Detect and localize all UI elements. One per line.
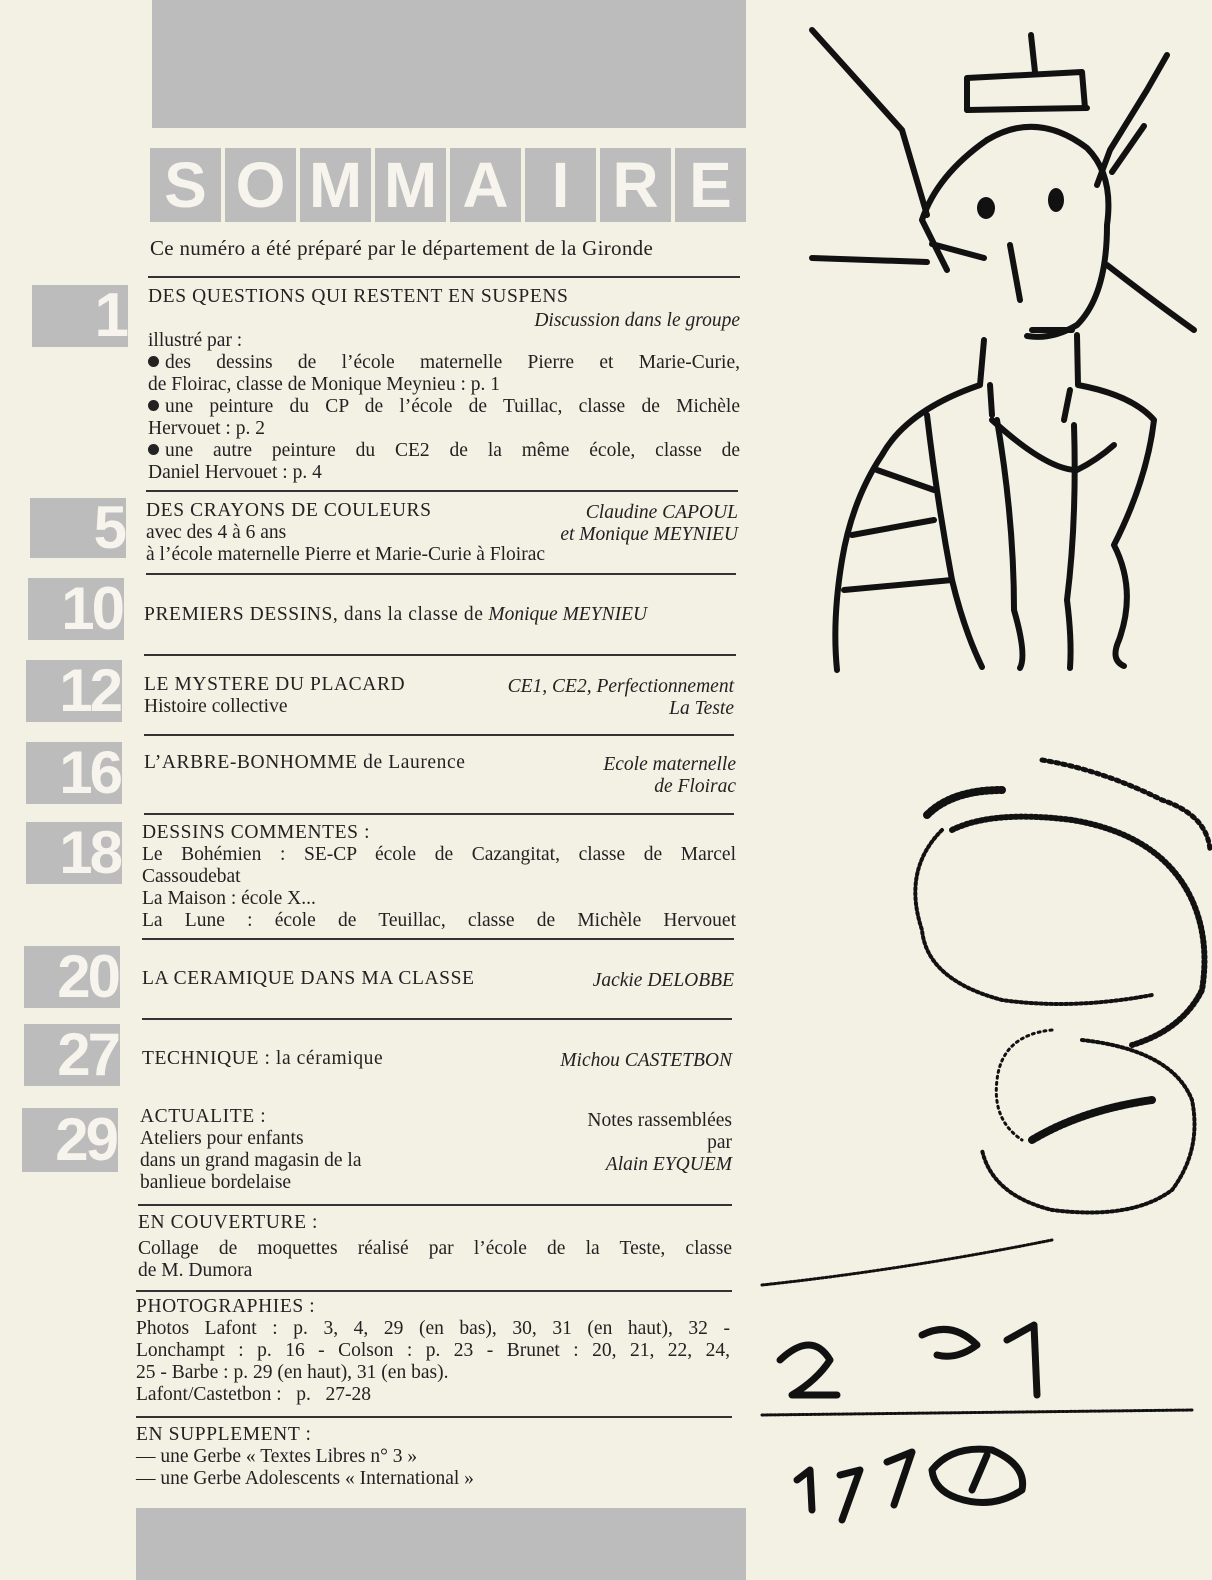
entry-author: La Teste [669, 698, 734, 719]
entry-heading: EN SUPPLEMENT : [136, 1424, 312, 1445]
toc-photographs [136, 1296, 732, 1410]
divider [136, 1290, 732, 1292]
divider [136, 1416, 732, 1418]
divider [142, 1018, 732, 1020]
title-letter: O [225, 148, 296, 222]
entry-text: banlieue bordelaise [140, 1172, 292, 1193]
entry-text: Lonchampt : p. 16 - Colson : p. 23 - Brunet : 20, 21, 22, 24, [136, 1340, 730, 1361]
entry-author: Michou CASTETBON [560, 1050, 732, 1071]
entry-heading: DESSINS COMMENTES : [142, 822, 371, 843]
bullet-icon [148, 444, 159, 455]
entry-text: une peinture du CP de l’école de Tuillac, classe de Michèle [148, 396, 740, 418]
title-letter: S [150, 148, 221, 222]
divider [146, 573, 736, 575]
page-number-badge: 20 [24, 946, 120, 1008]
figure-drawing-icon [812, 30, 1194, 670]
entry-author: de Floirac [654, 776, 736, 797]
entry-author: Monique MEYNIEU [488, 604, 648, 625]
toc-entry-16[interactable] [144, 752, 736, 800]
entry-author: Jackie DELOBBE [592, 970, 734, 991]
divider [144, 654, 736, 656]
entry-heading: DES QUESTIONS QUI RESTENT EN SUSPENS [148, 286, 569, 307]
toc-supplement[interactable] [136, 1424, 732, 1494]
entry-text: des dessins de l’école maternelle Pierre et Marie-Curie, [148, 352, 740, 374]
entry-heading: PHOTOGRAPHIES : [136, 1296, 316, 1317]
entry-text: Photos Lafont : p. 3, 4, 29 (en bas), 30, 31 (en haut), 32 - [136, 1318, 730, 1339]
entry-text: Hervouet : p. 2 [148, 418, 265, 439]
page-number-badge: 29 [22, 1108, 118, 1172]
entry-text: de M. Dumora [138, 1260, 253, 1281]
page-number-badge: 27 [24, 1024, 120, 1086]
title-letter: R [600, 148, 671, 222]
bullet-icon [148, 356, 159, 367]
entry-text: dans un grand magasin de la [140, 1150, 362, 1171]
entry-author: CE1, CE2, Perfectionnement [507, 676, 734, 697]
page-number-badge: 5 [30, 498, 126, 558]
title-letter: M [300, 148, 371, 222]
page-title [150, 148, 746, 222]
top-gray-band [152, 0, 746, 128]
entry-author: par [707, 1132, 732, 1153]
divider [148, 276, 740, 278]
entry-text: Cassoudebat [142, 866, 241, 887]
entry-text: 25 - Barbe : p. 29 (en haut), 31 (en bas). [136, 1362, 449, 1383]
entry-author: Notes rassemblées [587, 1110, 732, 1131]
page-number-badge: 12 [26, 660, 122, 722]
toc-entry-27[interactable] [142, 1048, 732, 1072]
subtitle: Ce numéro a été préparé par le département de la Gironde [150, 236, 654, 260]
toc-entry-1[interactable] [148, 286, 740, 486]
entry-text: Collage de moquettes réalisé par l’école de la Teste, classe [138, 1238, 732, 1259]
page-number-badge: 18 [26, 822, 122, 884]
eye-icon [977, 197, 995, 219]
toc-entry-18[interactable] [142, 822, 736, 934]
title-letter: I [525, 148, 596, 222]
entry-text: Lafont/Castetbon : p. 27-28 [136, 1384, 372, 1405]
entry-heading: LE MYSTERE DU PLACARD [144, 674, 406, 695]
entry-heading: DES CRAYONS DE COULEURS [146, 500, 432, 521]
divider [146, 490, 738, 492]
title-letter: A [450, 148, 521, 222]
entry-heading: TECHNIQUE : la céramique [142, 1048, 384, 1069]
entry-text: avec des 4 à 6 ans [146, 522, 287, 543]
entry-text: — une Gerbe « Textes Libres n° 3 » [136, 1446, 418, 1467]
toc-entry-12[interactable] [144, 674, 734, 720]
entry-author: Alain EYQUEM [605, 1154, 732, 1175]
entry-text: de Floirac, classe de Monique Meynieu : p. 1 [148, 374, 500, 395]
entry-author: Discussion dans le groupe [534, 310, 740, 331]
entry-text: Histoire collective [144, 696, 288, 717]
bottom-gray-band [136, 1508, 746, 1580]
entry-text: à l’école maternelle Pierre et Marie-Curie à Floirac [146, 544, 546, 565]
entry-heading: LA CERAMIQUE DANS MA CLASSE [142, 968, 475, 989]
entry-heading: ACTUALITE : [140, 1106, 267, 1127]
page-number-badge: 10 [28, 578, 124, 640]
bullet-icon [148, 400, 159, 411]
entry-text: La Maison : école X... [142, 888, 316, 909]
entry-text: une autre peinture du CE2 de la même école, classe de [148, 440, 740, 462]
entry-text: Ateliers pour enfants [140, 1128, 304, 1149]
divider [138, 1204, 732, 1206]
divider [144, 813, 734, 815]
toc-entry-29[interactable] [140, 1106, 732, 1198]
title-letter: M [375, 148, 446, 222]
entry-heading: EN COUVERTURE : [138, 1212, 319, 1233]
entry-author: Claudine CAPOUL [585, 502, 738, 523]
divider [142, 938, 734, 940]
divider [144, 734, 734, 736]
toc-entry-20[interactable] [142, 968, 734, 992]
child-drawing-icon [752, 0, 1212, 1580]
handwritten-marks-icon [762, 1325, 1192, 1520]
entry-author: et Monique MEYNIEU [560, 524, 738, 545]
toc-entry-10[interactable] [144, 604, 736, 628]
entry-text: — une Gerbe Adolescents « International » [136, 1468, 474, 1489]
eye-icon [1048, 188, 1064, 212]
scribble-drawing-icon [762, 760, 1210, 1285]
entry-text: Daniel Hervouet : p. 4 [148, 462, 322, 483]
entry-text: La Lune : école de Teuillac, classe de Michèle Hervouet [142, 910, 736, 931]
page-number-badge: 16 [26, 742, 122, 804]
entry-author: Ecole maternelle [603, 754, 736, 775]
page-number-badge: 1 [32, 285, 128, 347]
toc-cover[interactable] [138, 1212, 732, 1282]
entry-heading: PREMIERS DESSINS, dans la classe de [144, 604, 484, 625]
toc-entry-5[interactable] [146, 500, 738, 570]
title-letter: E [675, 148, 746, 222]
entry-text: illustré par : [148, 330, 243, 351]
entry-text: Le Bohémien : SE-CP école de Cazangitat, classe de Marcel [142, 844, 736, 865]
entry-heading: L’ARBRE-BONHOMME de Laurence [144, 752, 466, 773]
